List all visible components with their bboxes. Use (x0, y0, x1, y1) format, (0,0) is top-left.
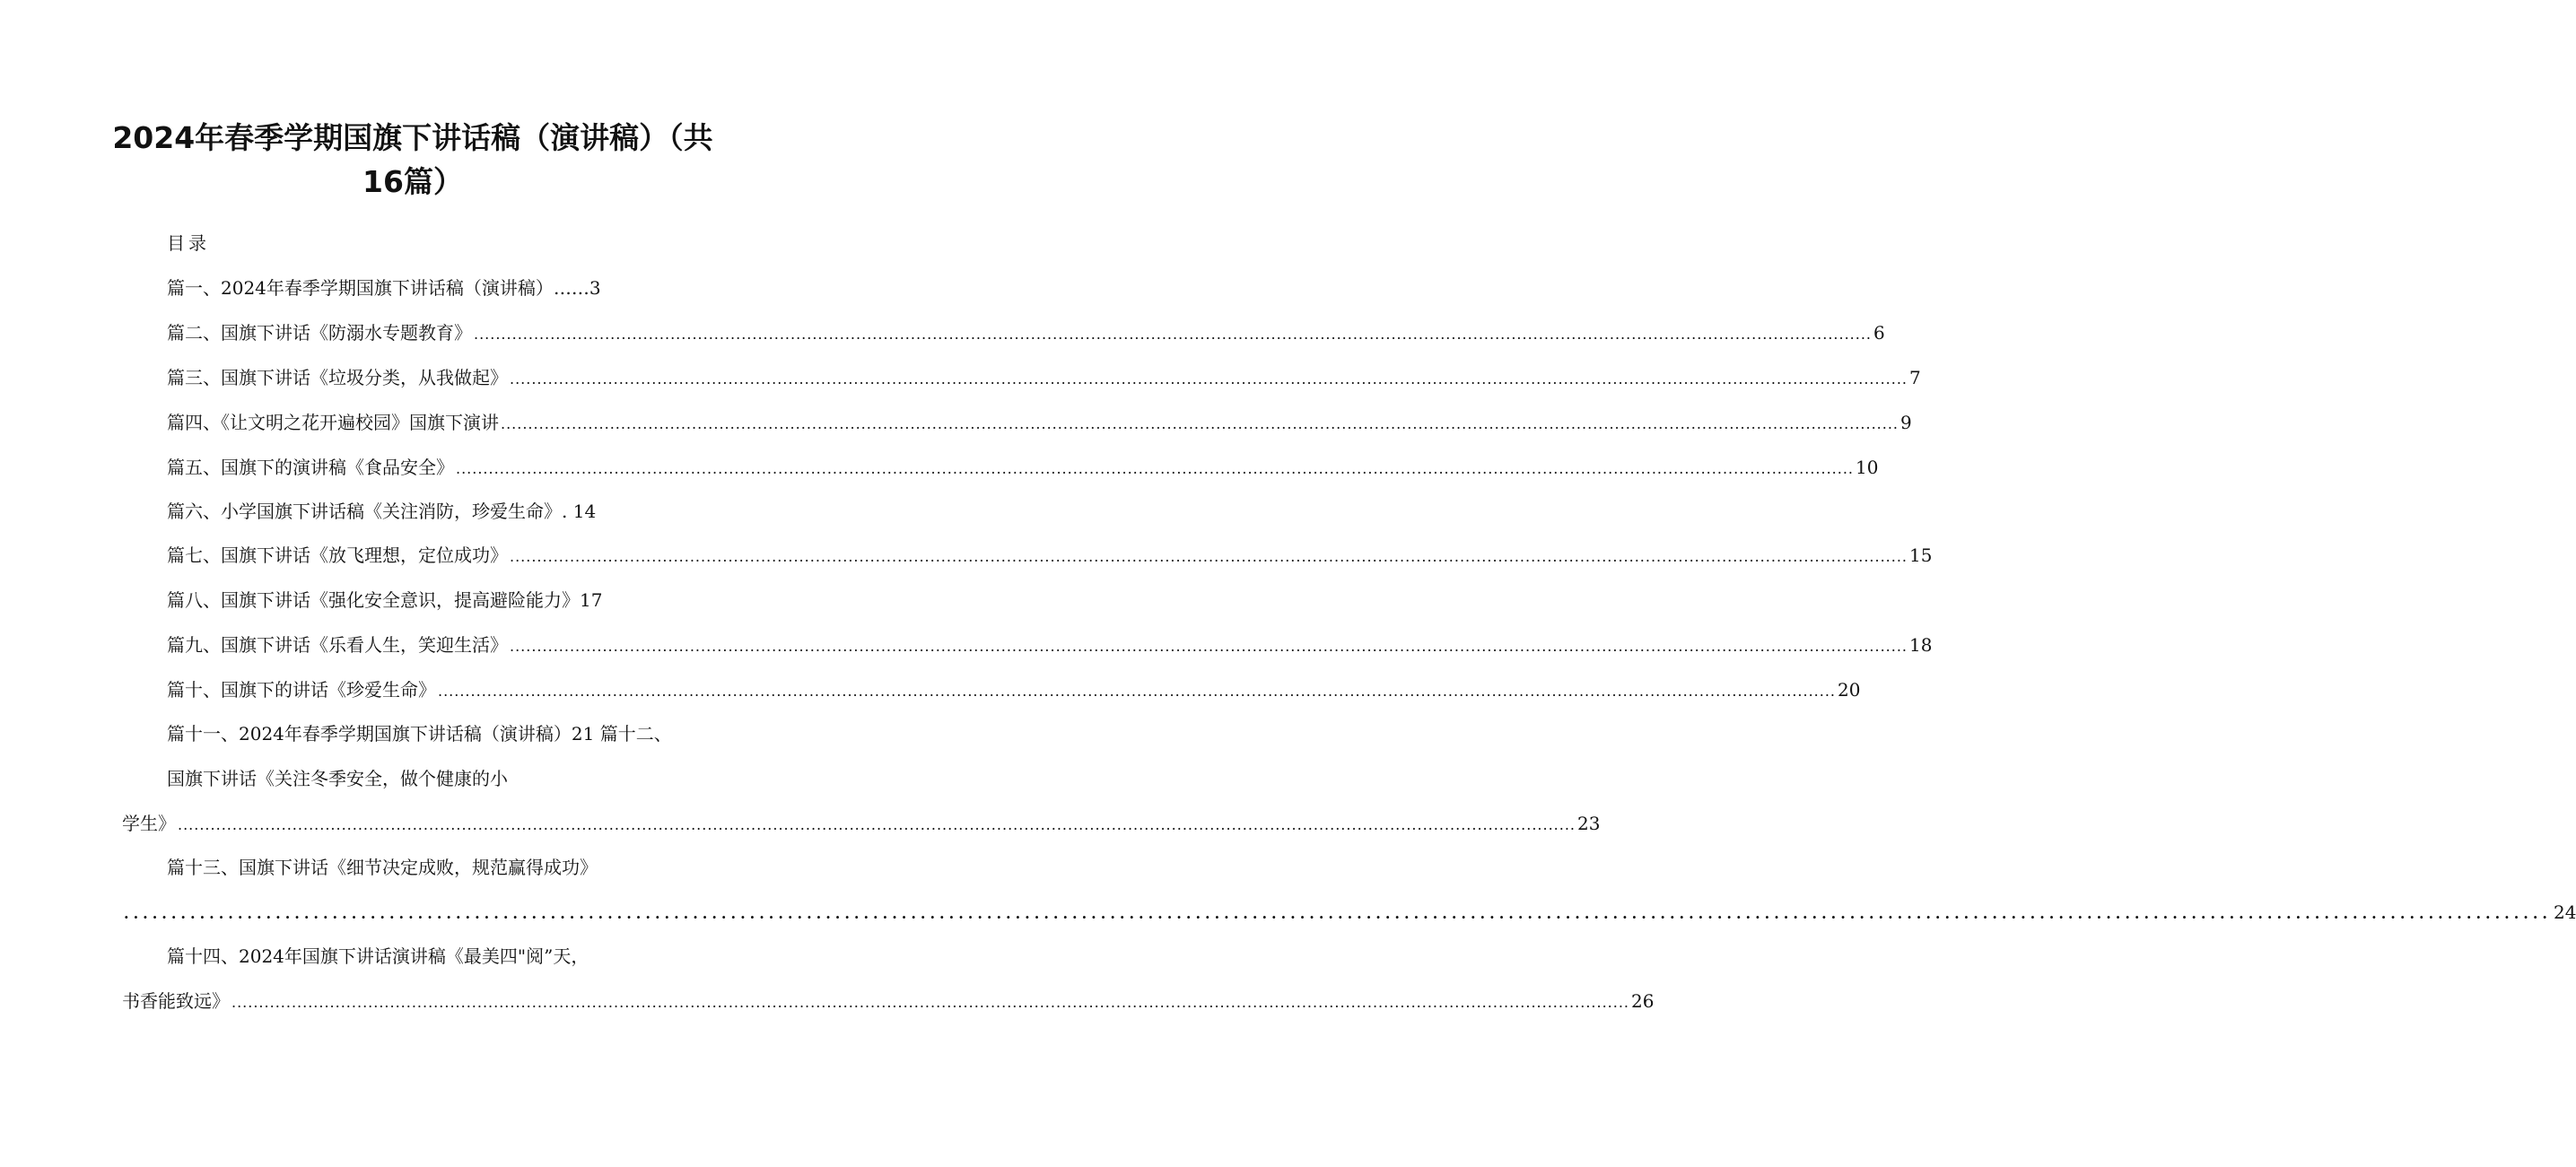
toc-entry-label: 篇二、国旗下讲话《防溺水专题教育》 (167, 322, 472, 344)
toc-entry[interactable] (167, 588, 694, 612)
toc-entry-label: 篇五、国旗下的演讲稿《食品安全》 (167, 457, 454, 478)
toc-entry-label: 国旗下讲话《关注冬季安全，做个健康的小 (167, 768, 508, 789)
toc-leader-dots: ................................................................................................................................................................................................................................................................ (510, 548, 1908, 565)
toc-entry[interactable] (167, 500, 694, 523)
document-title-line-1: 2024年春季学期国旗下讲话稿（演讲稿）（共 (112, 120, 713, 155)
toc-leader-dots: ................................................................................................................................................................................................................................................................ (456, 460, 1854, 477)
toc-leader-dots: ................................................................................................................................................................................................................................................................ (501, 415, 1899, 432)
toc-entry-label: 学生》 (122, 813, 176, 834)
toc-entry-page: 20 (1838, 679, 1861, 701)
toc-entry-label: 篇八、国旗下讲话《强化安全意识，提高避险能力》17 (167, 589, 603, 611)
document-title-line-2: 16篇） (362, 164, 463, 199)
toc-entry-label: 篇七、国旗下讲话《放飞理想，定位成功》 (167, 544, 508, 566)
toc-entry-page: 9 (1900, 412, 1912, 433)
toc-entry[interactable] (167, 945, 705, 968)
toc-entry-page: 15 (1909, 544, 1933, 566)
toc-entry-label: 篇九、国旗下讲话《乐看人生，笑迎生活》 (167, 634, 508, 656)
toc-entry-page: 26 (1631, 990, 1655, 1012)
toc-entry[interactable] (167, 856, 705, 879)
toc-leader-dots: ................................................................................................................................................................................................................................................................ (438, 683, 1836, 700)
toc-leader-dots: ................................................................................................................................................................................................................................................................ (178, 816, 1576, 833)
toc-entry-continued[interactable] (122, 989, 1655, 1015)
toc-entry-label: 篇十一、2024年春季学期国旗下讲话稿（演讲稿）21 篇十二、 (167, 723, 672, 745)
toc-entry-page: 24 (2554, 901, 2576, 923)
toc-entry[interactable] (167, 411, 1912, 436)
toc-leader-dots: ................................................................................................................................................................................................................................................................ (510, 370, 1908, 388)
toc-entry-page: 6 (1873, 322, 1885, 344)
toc-heading: 目录 (167, 232, 210, 254)
toc-leader-dots: ................................................................................................................................................................................................................................................................ (474, 326, 1872, 343)
toc-entry[interactable] (167, 321, 1885, 346)
toc-entry-label: 篇六、小学国旗下讲话稿《关注消防，珍爱生命》. 14 (167, 501, 597, 522)
toc-entry-label: 篇十、国旗下的讲话《珍爱生命》 (167, 679, 436, 701)
toc-leader-dots: ................................................................................................................................................................................................................................................................ (231, 994, 1629, 1011)
toc-entry[interactable] (167, 366, 1921, 391)
toc-entry-continued[interactable] (122, 901, 2576, 926)
toc-entry-label: 篇十四、2024年国旗下讲话演讲稿《最美四"阅”天， (167, 945, 589, 967)
toc-entry-label: 篇三、国旗下讲话《垃圾分类，从我做起》 (167, 367, 508, 388)
toc-entry-page: 23 (1577, 813, 1601, 834)
toc-entry-label: 篇十三、国旗下讲话《细节决定成败，规范赢得成功》 (167, 857, 598, 878)
toc-leader-dots: ................................................................................................................................................................................................................................................................ (510, 638, 1908, 655)
toc-entry-continued[interactable] (122, 812, 1601, 837)
toc-entry[interactable] (167, 722, 723, 745)
toc-entry[interactable] (167, 544, 1933, 569)
toc-entry-label: 篇四、《让文明之花开遍校园》国旗下演讲 (167, 412, 499, 433)
toc-entry[interactable] (167, 456, 1879, 481)
toc-entry[interactable] (167, 633, 1933, 658)
toc-entry[interactable] (167, 678, 1861, 703)
toc-leader-dots: ................................................................................................................................................................................................................................................................ (124, 905, 2552, 922)
toc-entry-page: 10 (1856, 457, 1879, 478)
toc-entry-page: 3 (589, 277, 601, 299)
toc-entry-label: 篇一、2024年春季学期国旗下讲话稿（演讲稿）…… (167, 277, 589, 299)
toc-entry[interactable] (167, 276, 669, 300)
toc-entry-label: 书香能致远》 (122, 990, 230, 1012)
toc-entry-page: 7 (1909, 367, 1921, 388)
toc-entry-page: 18 (1909, 634, 1933, 656)
toc-entry-continued (167, 767, 694, 790)
